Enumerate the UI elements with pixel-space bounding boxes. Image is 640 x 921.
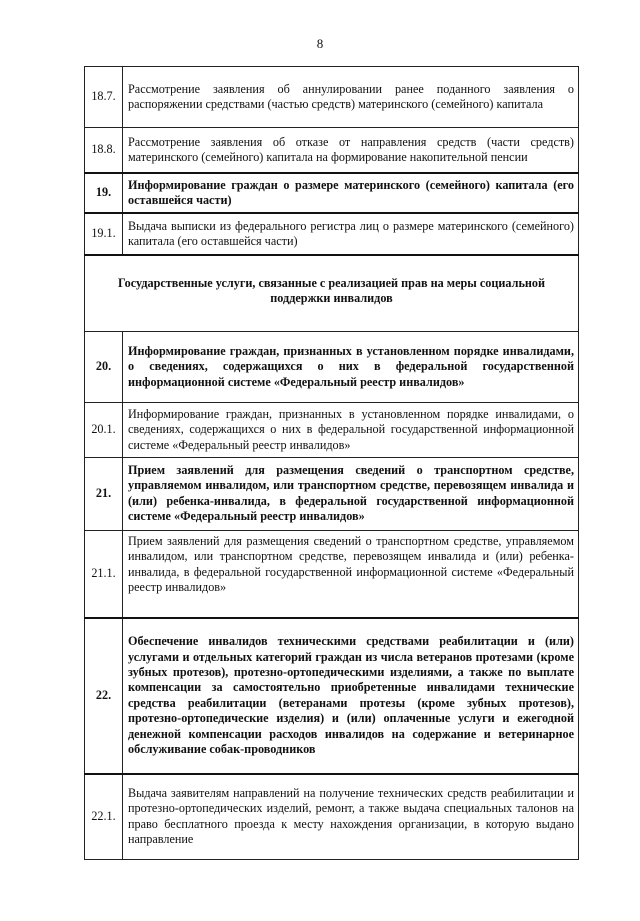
row-text: Выдача выписки из федерального регистра лиц о размере материнского (семейного) капитала (его оставшейся части)	[123, 213, 579, 255]
table-row	[85, 213, 579, 255]
table-row	[85, 402, 579, 457]
row-text: Информирование граждан, признанных в установленном порядке инвалидами, о сведениях, содержащихся о них в федеральной государственной информационной системе «Федеральный реестр инвалидов»	[123, 331, 579, 402]
section-title: Государственные услуги, связанные с реализацией прав на меры социальной поддержки инвалидов	[85, 255, 579, 331]
row-text: Выдача заявителям направлений на получение технических средств реабилитации и протезно-ортопедических изделий, ремонт, а также выдача специальных талонов на право бесплатного проезда к месту нахождения организации, в которую выдано направление	[123, 774, 579, 860]
table-row	[85, 457, 579, 530]
row-text: Рассмотрение заявления об отказе от направления средств (части средств) материнского (семейного) капитала на формирование накопительной пенсии	[123, 128, 579, 174]
row-text: Прием заявлений для размещения сведений о транспортном средстве, управляемом инвалидом, или транспортном средстве, перевозящем инвалида и (или) ребенка-инвалида, в федеральной государственной информационной системе «Федеральный реестр инвалидов»	[123, 457, 579, 530]
table-row	[85, 173, 579, 213]
row-number: 20.1.	[85, 402, 123, 457]
table-row	[85, 530, 579, 618]
page-number: 8	[316, 36, 324, 51]
row-number: 18.7.	[85, 67, 123, 128]
table-row	[85, 331, 579, 402]
row-number: 21.	[85, 457, 123, 530]
table-row	[85, 128, 579, 174]
row-text: Обеспечение инвалидов техническими средствами реабилитации и (или) услугами и отдельных категорий граждан из числа ветеранов протезами (кроме зубных протезов), протезно-ортопедическими изделиями, а также по выплате компенсации за самостоятельно приобретенные инвалидами технические средства реабилитации (ветеранами протезы (кроме зубных протезов), протезно-ортопедические изделия) и (или) оплаченные услуги и ежегодной денежной компенсации расходов инвалидов на содержание и ветеринарное обслуживание собак-проводников	[123, 618, 579, 774]
services-table	[84, 66, 579, 860]
row-number: 19.1.	[85, 213, 123, 255]
row-text: Информирование граждан, признанных в установленном порядке инвалидами, о сведениях, содержащихся о них в федеральной государственной информационной системе «Федеральный реестр инвалидов»	[123, 402, 579, 457]
row-number: 18.8.	[85, 128, 123, 174]
table-row	[85, 774, 579, 860]
row-number: 20.	[85, 331, 123, 402]
row-number: 21.1.	[85, 530, 123, 618]
row-text: Рассмотрение заявления об аннулировании ранее поданного заявления о распоряжении средствами (частью средств) материнского (семейного) капитала	[123, 67, 579, 128]
row-text: Прием заявлений для размещения сведений о транспортном средстве, управляемом инвалидом, или транспортном средстве, перевозящем инвалида и (или) ребенка-инвалида, в федеральной государственной информационной системе «Федеральный реестр инвалидов»	[123, 530, 579, 618]
table-row	[85, 618, 579, 774]
row-text: Информирование граждан о размере материнского (семейного) капитала (его оставшейся части)	[123, 173, 579, 213]
row-number: 22.	[85, 618, 123, 774]
section-header-row	[85, 255, 579, 331]
table-row	[85, 67, 579, 128]
row-number: 22.1.	[85, 774, 123, 860]
row-number: 19.	[85, 173, 123, 213]
